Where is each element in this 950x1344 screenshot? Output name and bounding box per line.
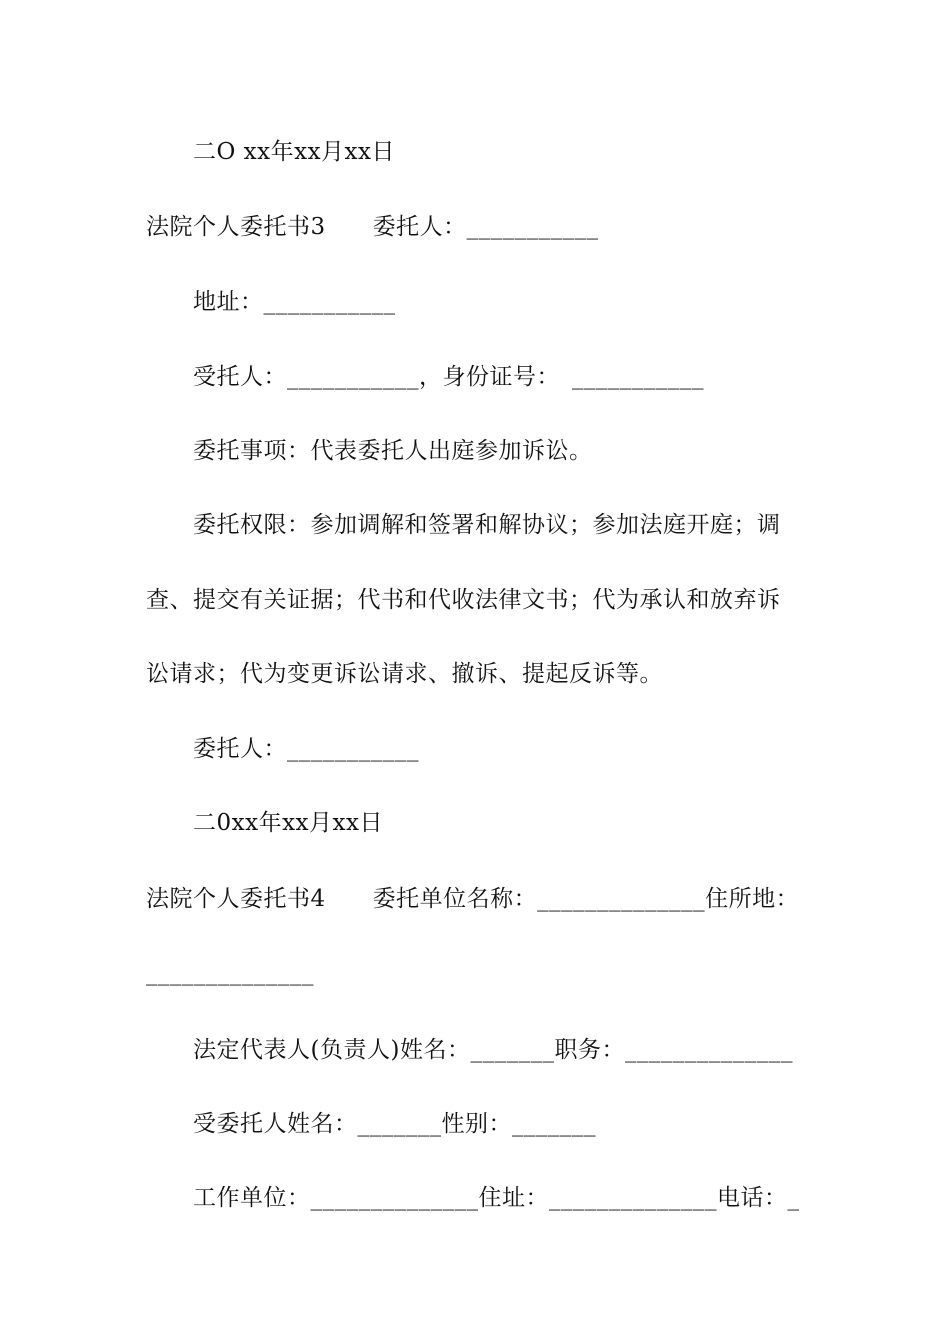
authority-paragraph-line-3: 讼请求；代为变更诉讼请求、撤诉、提起反诉等。 — [146, 661, 663, 687]
date-line-2: 二0xx年xx月xx日 — [193, 810, 383, 836]
agent-id-field: 受托人：___________，身份证号： ___________ — [193, 364, 704, 390]
legal-representative-field: 法定代表人(负责人)姓名：_______职务：______________ — [193, 1037, 793, 1063]
authority-paragraph-line-1: 委托权限：参加调解和签署和解协议；参加法庭开庭；调 — [193, 512, 781, 538]
section-heading-3-principal: 法院个人委托书3 委托人：___________ — [146, 214, 599, 240]
entrusted-matter: 委托事项：代表委托人出庭参加诉讼。 — [193, 438, 593, 464]
work-unit-address-phone-field: 工作单位：______________住址：______________电话：_ — [193, 1185, 800, 1211]
principal-signature-field: 委托人：___________ — [193, 736, 419, 762]
residence-blank: ______________ — [146, 960, 314, 986]
address-field: 地址：___________ — [193, 289, 396, 315]
authority-paragraph-line-2: 查、提交有关证据；代书和代收法律文书；代为承认和放弃诉 — [146, 587, 781, 613]
date-line-1: 二O xx年xx月xx日 — [193, 139, 395, 165]
agent-name-gender-field: 受委托人姓名：_______性别：_______ — [193, 1111, 596, 1137]
section-heading-4-unit: 法院个人委托书4 委托单位名称：______________住所地： — [146, 886, 800, 912]
